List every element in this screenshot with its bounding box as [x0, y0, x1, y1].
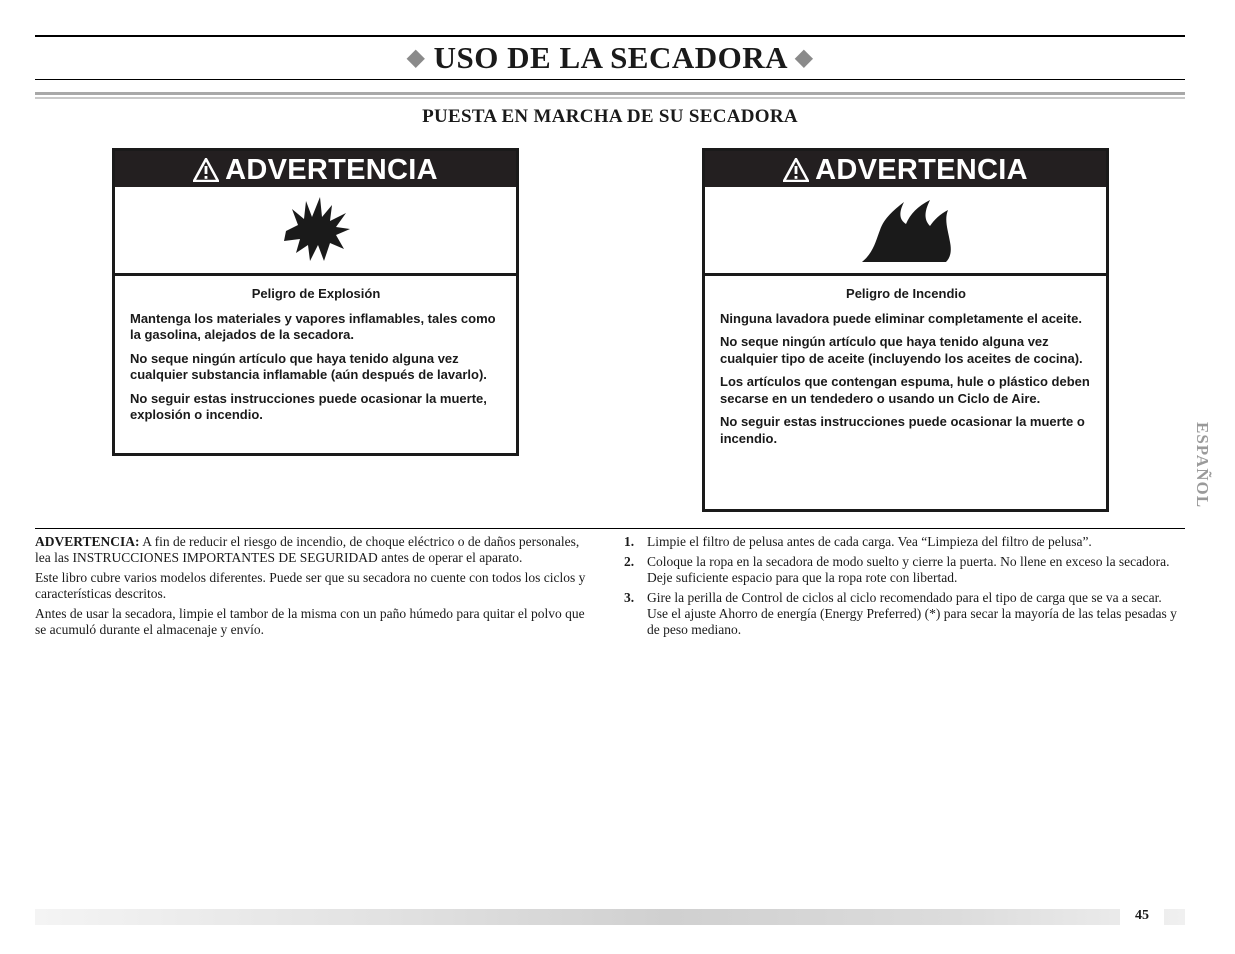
warning-paragraph: Los artículos que contengan espuma, hule o plástico deben secarse en un tendedero o usando un Ciclo de Aire. [720, 374, 1090, 406]
warning-body [705, 276, 1106, 464]
warning-heading: ADVERTENCIA [815, 154, 1028, 186]
warning-triangle-icon [193, 158, 219, 182]
page-number: 45 [1120, 906, 1164, 926]
step-item [624, 534, 1184, 550]
step-text: Coloque la ropa en la secadora de modo suelto y cierre la puerta. No llene en exceso la secadora. Deje suficiente espacio para que la ropa rote con libertad. [647, 554, 1170, 585]
warning-paragraph: No seguir estas instrucciones puede ocasionar la muerte o incendio. [720, 414, 1085, 446]
intro-warning-label: ADVERTENCIA: [35, 534, 140, 549]
warning-paragraph: Mantenga los materiales y vapores inflamables, tales como la gasolina, alejados de la secadora. [130, 310, 496, 342]
top-rule [35, 35, 1185, 37]
footer-bar [35, 909, 1185, 925]
page-title [35, 38, 1185, 78]
step-text: Limpie el filtro de pelusa antes de cada carga. Vea “Limpieza del filtro de pelusa”. [647, 534, 1092, 549]
section-title: PUESTA EN MARCHA DE SU SECADORA [422, 106, 798, 127]
step-number: 2. [624, 554, 635, 569]
fire-pictogram [705, 187, 1106, 276]
warning-heading: ADVERTENCIA [225, 154, 438, 186]
warning-header [115, 151, 516, 187]
step-number: 3. [624, 590, 635, 605]
intro-column [35, 534, 595, 642]
language-tab: ESPAÑOL [1193, 422, 1212, 509]
hazard-label: Peligro de Explosión [251, 286, 381, 301]
warning-paragraph: Ninguna lavadora puede eliminar completamente el aceite. [720, 310, 1082, 326]
title-rule [35, 79, 1185, 80]
step-item [624, 554, 1184, 586]
content-divider [35, 528, 1185, 529]
intro-paragraph: Este libro cubre varios modelos diferentes. Puede ser que su secadora no cuente con todos los ciclos y características descritos. [35, 570, 586, 601]
warning-box-fire [702, 148, 1109, 512]
intro-paragraph: Antes de usar la secadora, limpie el tambor de la misma con un paño húmedo para quitar el polvo que se acumuló durante el almacenaje y envío. [35, 606, 585, 637]
grey-rule-thin [35, 97, 1185, 99]
warning-paragraph: No seque ningún artículo que haya tenido alguna vez cualquier substancia inflamable (aún después de lavarlo). [130, 350, 487, 382]
warning-paragraph: No seguir estas instrucciones puede ocasionar la muerte, explosión o incendio. [130, 390, 487, 422]
step-number: 1. [624, 534, 635, 549]
step-text: Gire la perilla de Control de ciclos al ciclo recomendado para el tipo de carga que se va a secar. Use el ajuste Ahorro de energía (Energy Preferred) (*) para secar la mayoría de las telas pesadas y de peso mediano. [647, 590, 1177, 637]
steps-list [624, 534, 1184, 642]
diamond-icon: ◆ [794, 45, 814, 71]
intro-warning [35, 534, 595, 566]
grey-rule [35, 92, 1185, 95]
fire-icon [860, 196, 952, 264]
diamond-icon: ◆ [406, 45, 426, 71]
warning-body [115, 276, 516, 441]
step-item [624, 590, 1184, 638]
warning-paragraph: No seque ningún artículo que haya tenido alguna vez cualquier tipo de aceite (incluyendo los aceites de cocina). [720, 334, 1083, 366]
explosion-icon [280, 195, 352, 265]
hazard-label: Peligro de Incendio [846, 286, 966, 301]
warning-triangle-icon [783, 158, 809, 182]
warning-header [705, 151, 1106, 187]
intro-warning-text: A fin de reducir el riesgo de incendio, de choque eléctrico o de daños personales, lea las INSTRUCCIONES IMPORTANTES DE SEGURIDAD antes de operar el aparato. [35, 534, 580, 565]
page-title-text: USO DE LA SECADORA [433, 40, 787, 75]
warning-box-explosion [112, 148, 519, 456]
explosion-pictogram [115, 187, 516, 276]
